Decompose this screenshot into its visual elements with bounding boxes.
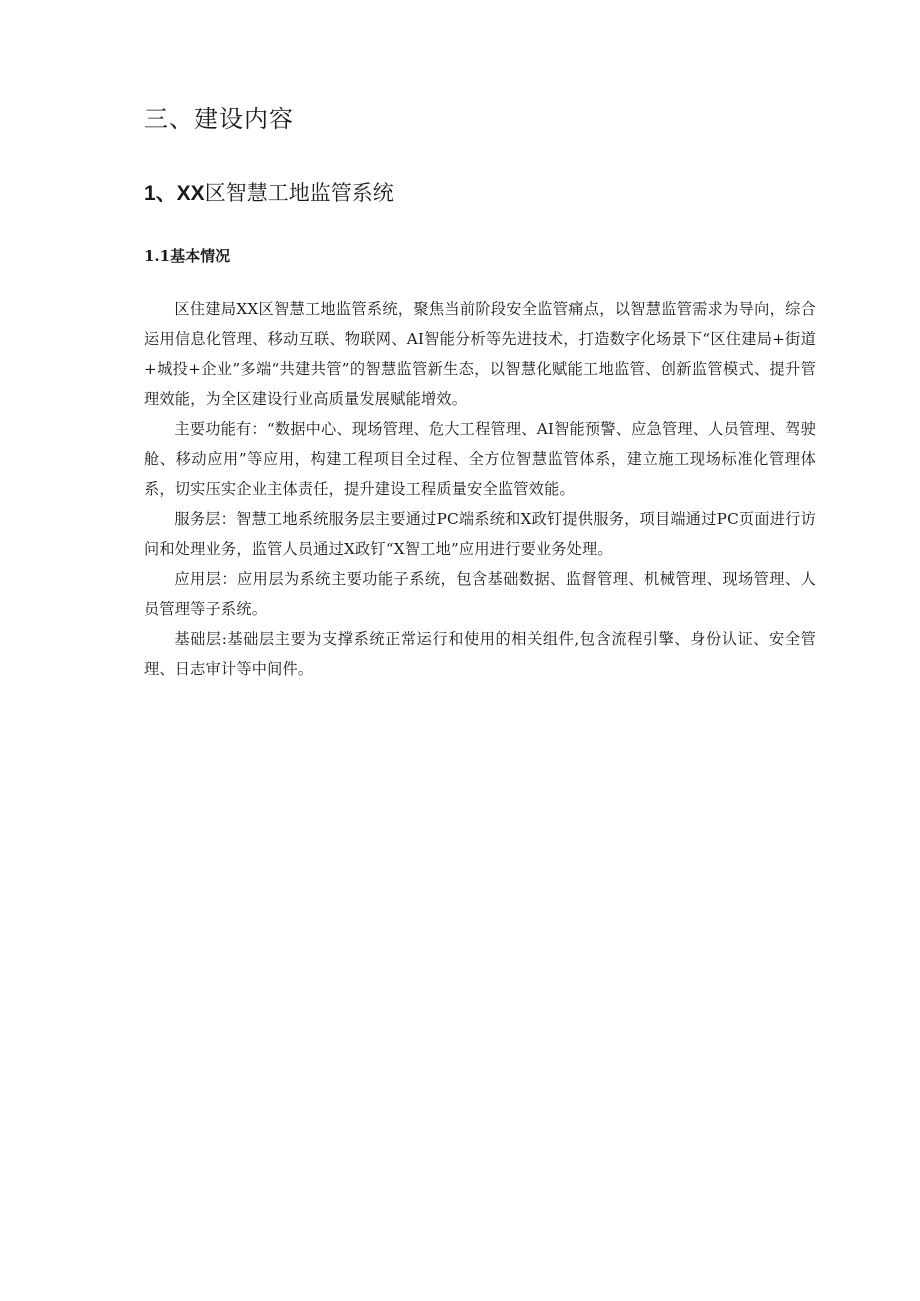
paragraph-service-layer: 服务层：智慧工地系统服务层主要通过PC端系统和X政钉提供服务，项目端通过PC页面进行访问和处理业务，监管人员通过X政钉“X智工地”应用进行要业务处理。: [144, 510, 816, 558]
paragraph-overview: 区住建局XX区智慧工地监管系统，聚焦当前阶段安全监管痛点，以智慧监管需求为导向，综合运用信息化管理、移动互联、物联网、AI智能分析等先进技术，打造数字化场景下“区住建局+街道+城投+企业”多端“共建共管”的智慧监管新生态，以智慧化赋能工地监管、创新监管模式、提升管理效能，为全区建设行业高质量发展赋能增效。: [144, 300, 816, 408]
paragraph-foundation-layer: 基础层:基础层主要为支撑系统正常运行和使用的相关组件,包含流程引擎、身份认证、安全管理、日志审计等中间件。: [144, 630, 816, 678]
body-text: [144, 294, 816, 684]
chapter-title: 区智慧工地监管系统: [204, 181, 394, 205]
chapter-heading: [144, 178, 394, 209]
subsection-heading: 1.1基本情况: [144, 247, 231, 265]
section-heading: 三、建设内容: [144, 105, 294, 133]
paragraph-main-functions: 主要功能有：“数据中心、现场管理、危大工程管理、AI智能预警、应急管理、人员管理、驾驶舱、移动应用”等应用，构建工程项目全过程、全方位智慧监管体系，建立施工现场标准化管理体系，切实压实企业主体责任，提升建设工程质量安全监管效能。: [144, 420, 816, 498]
paragraph-application-layer: 应用层：应用层为系统主要功能子系统，包含基础数据、监督管理、机械管理、现场管理、人员管理等子系统。: [144, 570, 816, 618]
chapter-number: 1、XX: [144, 182, 205, 205]
